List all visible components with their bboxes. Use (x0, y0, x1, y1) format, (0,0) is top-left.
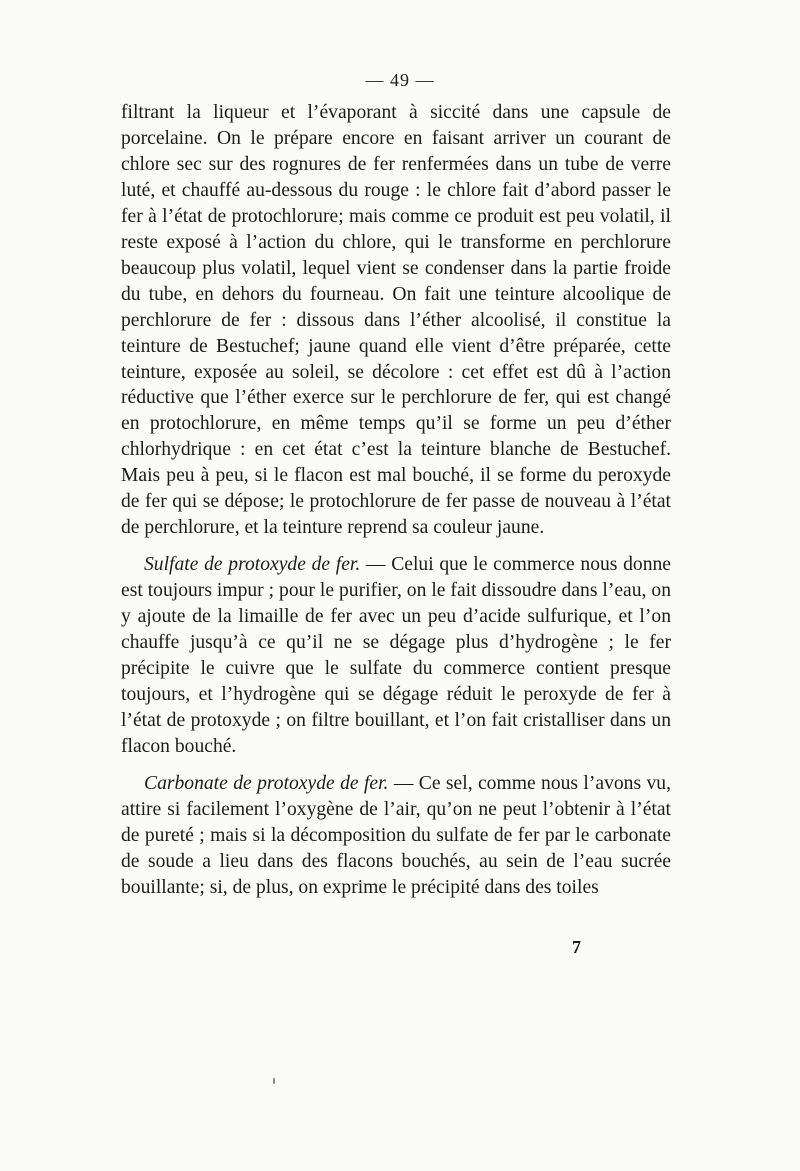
section-heading-carbonate: Carbonate de protoxyde de fer. (144, 772, 389, 794)
paper-speck (273, 1078, 275, 1084)
page-number: — 49 — (365, 70, 435, 90)
paragraph-text: — Ce sel, comme nous l’avons vu, attire si facilement l’oxygène de l’air, qu’on ne peut l’obtenir à l’état de pureté ; mais si la décomposition du sulfate de fer par le carbonate de soude a lieu dans des flacons bouchés, au sein de l’eau sucrée bouillante; si, de plus, on exprime le précipité dans des toiles (121, 772, 671, 898)
paragraph-sulfate (121, 552, 671, 760)
paragraph-text: — Celui que le commerce nous donne est toujours impur ; pour le purifier, on le fait dissoudre dans l’eau, on y ajoute de la limaille de fer avec un peu d’acide sulfurique, et l’on chauffe jusqu’à ce qu’il ne se dégage plus d’hydrogène ; le fer précipite le cuivre que le sulfate du commerce contient presque toujours, et l’hydrogène qui se dégage réduit le peroxyde de fer à l’état de protoxyde ; on filtre bouillant, et l’on fait cristalliser dans un flacon bouché. (121, 554, 671, 757)
section-heading-sulfate: Sulfate de protoxyde de fer. (144, 554, 361, 576)
paragraph-text: filtrant la liqueur et l’évaporant à siccité dans une capsule de porcelaine. On le prépare encore en faisant arriver un courant de chlore sec sur des rognures de fer renfermées dans un tube de verre luté, et chauffé au-dessous du rouge : le chlore fait d’abord passer le fer à l’état de protochlorure; mais comme ce produit est peu volatil, il reste exposé à l’action du chlore, qui le transforme en perchlorure beaucoup plus volatil, lequel vient se condenser dans la partie froide du tube, en dehors du fourneau. On fait une teinture alcoolique de perchlorure de fer : dissous dans l’éther alcoolisé, il constitue la teinture de Bestuchef; jaune quand elle vient d’être préparée, cette teinture, exposée au soleil, se décolore : cet effet est dû à l’action réductive que l’éther exerce sur le perchlorure de fer, qui est changé en protochlorure, en même temps qu’il se forme un peu d’éther chlorhydrique : en cet état c’est la teinture blanche de Bestuchef. Mais peu à peu, si le flacon est mal bouché, il se forme du peroxyde de fer qui se dépose; le protochlorure de fer passe de nouveau à l’état de perchlorure, et la teinture reprend sa couleur jaune. (121, 102, 671, 539)
paragraph-perchlorure (121, 100, 671, 541)
paragraph-carbonate (121, 771, 671, 901)
signature-mark: 7 (572, 937, 581, 957)
body-text (121, 100, 671, 901)
